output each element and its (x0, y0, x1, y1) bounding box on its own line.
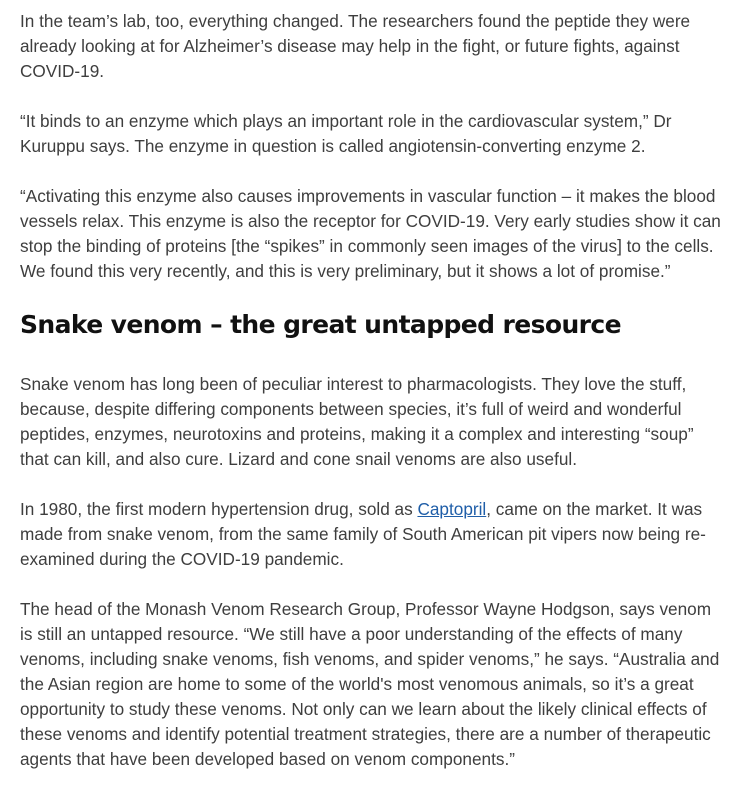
paragraph-activating: “Activating this enzyme also causes improvements in vascular function – it makes the blood vessels relax. This enzyme is also the receptor for COVID-19. Very early studies show it can stop the binding of proteins [the “spikes” in commonly seen images of the virus] to the cells. We found this very recently, and this is very preliminary, but it shows a lot of promise.” (20, 186, 721, 281)
paragraph-1980-text-after: , came on the market. It was made from snake venom, from the same family of South American pit vipers now being re-examined during the COVID-19 pandemic. (20, 499, 706, 569)
paragraph-1980-text-before: In 1980, the first modern hypertension drug, sold as (20, 499, 418, 519)
paragraph-enzyme: “It binds to an enzyme which plays an important role in the cardiovascular system,” Dr Kuruppu says. The enzyme in question is called angiotensin-converting enzyme 2. (20, 111, 672, 156)
paragraph-1980 (20, 497, 726, 572)
captopril-link[interactable]: Captopril (417, 499, 487, 519)
article-body (20, 9, 726, 797)
section-heading: Snake venom – the great untapped resource (20, 310, 621, 339)
paragraph-hodgson: The head of the Monash Venom Research Group, Professor Wayne Hodgson, says venom is still an untapped resource. “We still have a poor understanding of the effects of many venoms, including snake venoms, fish venoms, and spider venoms,” he says. “Australia and the Asian region are home to some of the world's most venomous animals, so it’s a great opportunity to study these venoms. Not only can we learn about the likely clinical effects of these venoms and identify potential treatment strategies, there are a number of therapeutic agents that have been developed based on venom components.” (20, 599, 720, 769)
paragraph-lab: In the team’s lab, too, everything changed. The researchers found the peptide they were already looking at for Alzheimer’s disease may help in the fight, or future fights, against COVID-19. (20, 11, 691, 81)
paragraph-venom: Snake venom has long been of peculiar interest to pharmacologists. They love the stuff, because, despite differing components between species, it’s full of weird and wonderful peptides, enzymes, neurotoxins and proteins, making it a complex and interesting “soup” that can kill, and also cure. Lizard and cone snail venoms are also useful. (20, 374, 694, 469)
